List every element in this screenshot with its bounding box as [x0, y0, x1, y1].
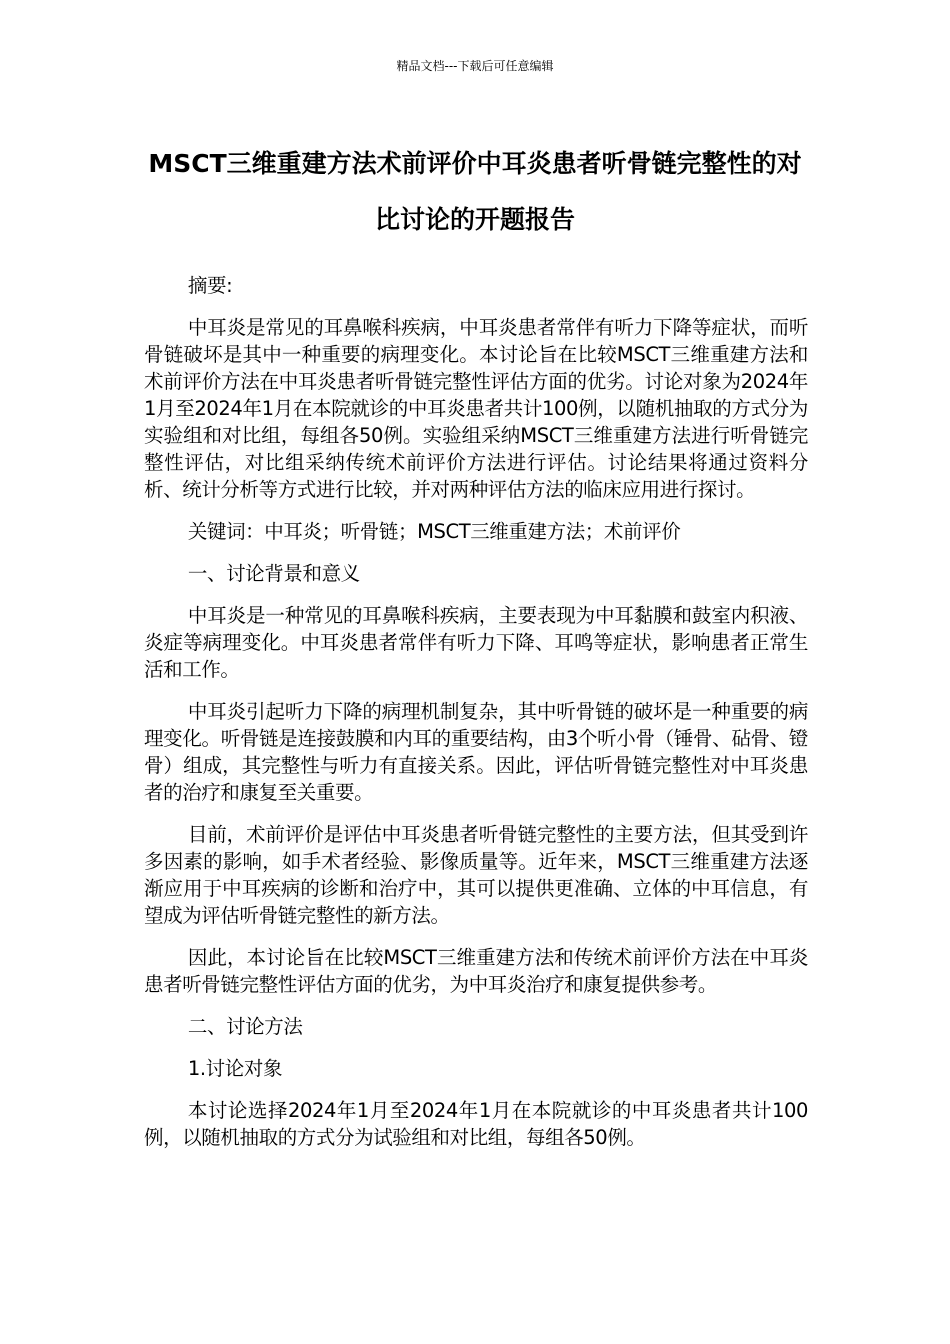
subsection-heading-subjects: 1.讨论对象	[187, 1057, 283, 1080]
abstract-heading: 摘要:	[187, 274, 233, 297]
body-paragraph: 目前，术前评价是评估中耳炎患者听骨链完整性的主要方法，但其受到许多因素的影响，如手术者经验、影像质量等。近年来，MSCT三维重建方法逐渐应用于中耳疾病的诊断和治疗中，其可以提供更准确、立体的中耳信息，有望成为评估听骨链完整性的新方法。	[144, 823, 808, 927]
keywords-line: 关键词：中耳炎；听骨链；MSCT三维重建方法；术前评价	[187, 520, 681, 543]
section-heading-background: 一、讨论背景和意义	[187, 562, 360, 585]
document-title: MSCT三维重建方法术前评价中耳炎患者听骨链完整性的对比讨论的开题报告	[148, 149, 802, 234]
abstract-paragraph: 中耳炎是常见的耳鼻喉科疾病，中耳炎患者常伴有听力下降等症状，而听骨链破坏是其中一种重要的病理变化。本讨论旨在比较MSCT三维重建方法和术前评价方法在中耳炎患者听骨链完整性评估方面的优劣。讨论对象为2024年1月至2024年1月在本院就诊的中耳炎患者共计100例，以随机抽取的方式分为实验组和对比组，每组各50例。实验组采纳MSCT三维重建方法进行听骨链完整性评估，对比组采纳传统术前评价方法进行评估。讨论结果将通过资料分析、统计分析等方式进行比较，并对两种评估方法的临床应用进行探讨。	[144, 316, 808, 501]
body-paragraph: 中耳炎引起听力下降的病理机制复杂，其中听骨链的破坏是一种重要的病理变化。听骨链是连接鼓膜和内耳的重要结构，由3个听小骨（锤骨、砧骨、镫骨）组成，其完整性与听力有直接关系。因此，评估听骨链完整性对中耳炎患者的治疗和康复至关重要。	[144, 700, 808, 804]
body-paragraph: 中耳炎是一种常见的耳鼻喉科疾病，主要表现为中耳黏膜和鼓室内积液、炎症等病理变化。中耳炎患者常伴有听力下降、耳鸣等症状，影响患者正常生活和工作。	[144, 604, 808, 681]
section-heading-methods: 二、讨论方法	[187, 1015, 303, 1038]
page-header: 精品文档---下载后可任意编辑	[396, 59, 554, 73]
document-body	[144, 272, 808, 1166]
body-paragraph: 因此，本讨论旨在比较MSCT三维重建方法和传统术前评价方法在中耳炎患者听骨链完整性评估方面的优劣，为中耳炎治疗和康复提供参考。	[144, 946, 808, 996]
body-paragraph: 本讨论选择2024年1月至2024年1月在本院就诊的中耳炎患者共计100例，以随机抽取的方式分为试验组和对比组，每组各50例。	[144, 1099, 808, 1149]
